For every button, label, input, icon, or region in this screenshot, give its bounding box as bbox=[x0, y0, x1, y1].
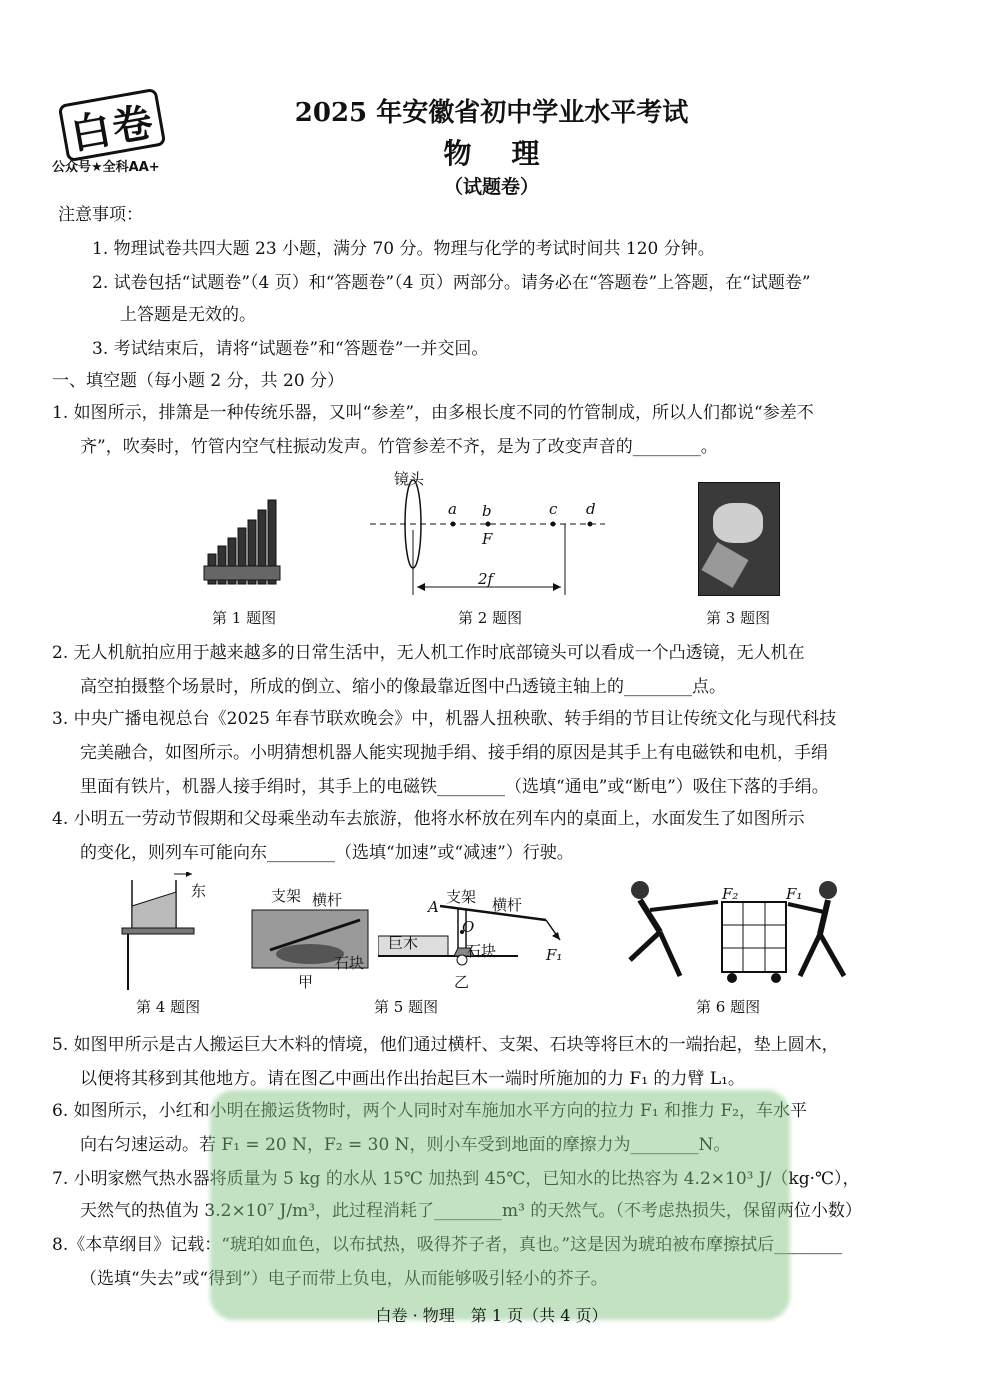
fig5b-yi-label: 乙 bbox=[454, 973, 470, 991]
figure-3-caption: 第 3 题图 bbox=[706, 609, 771, 627]
fig5b-bar-label: 横杆 bbox=[492, 896, 523, 914]
page-footer: 白卷 · 物理 第 1 页（共 4 页） bbox=[375, 1306, 608, 1325]
question-3-line-1: 3. 中央广播电视总台《2025 年春节联欢晚会》中，机器人扭秧歌、转手绢的节目让传统文化与现代科技 bbox=[52, 709, 837, 729]
notice-item-2: 2. 试卷包括“试题卷”（4 页）和“答题卷”（4 页）两部分。请务必在“答题卷”上答题，在“试题卷” bbox=[92, 273, 811, 293]
watermark-overlay bbox=[210, 1090, 790, 1320]
question-3-line-3: 里面有铁片，机器人接手绢时，其手上的电磁铁________（选填“通电”或“断电”）吸住下落的手绢。 bbox=[80, 777, 829, 797]
fig5a-jia-label: 甲 bbox=[298, 973, 314, 991]
question-5-line-2: 以便将其移到其他地方。请在图乙中画出作出抬起巨木一端时所施加的力 F₁ 的力臂 L₁。 bbox=[80, 1069, 745, 1089]
fig5a-support-label: 支架 bbox=[271, 887, 302, 905]
fig5b-support-label: 支架 bbox=[446, 888, 477, 906]
question-6-line-1: 6. 如图所示，小红和小明在搬运货物时，两个人同时对车施加水平方向的拉力 F₁ 和推力 F₂，车水平 bbox=[52, 1101, 808, 1121]
force-F2-label: F₂ bbox=[722, 885, 739, 903]
stone-label: 石块 bbox=[466, 942, 497, 960]
focus-label: F bbox=[482, 530, 493, 548]
pan-flute-figure bbox=[200, 490, 290, 600]
fig5a-stone-label: 石块 bbox=[334, 954, 365, 972]
notice-item-2-cont: 上答题是无效的。 bbox=[120, 305, 256, 325]
section-heading: 一、填空题（每小题 2 分，共 20 分） bbox=[52, 371, 345, 391]
figure-4-caption: 第 4 题图 bbox=[136, 998, 201, 1016]
point-O-label: O bbox=[462, 918, 475, 936]
badge-subtitle: 公众号★全科AA+ bbox=[52, 160, 160, 175]
figure-6-caption: 第 6 题图 bbox=[696, 998, 761, 1016]
notice-item-1: 1. 物理试卷共四大题 23 小题，满分 70 分。物理与化学的考试时间共 120 分钟。 bbox=[92, 239, 715, 259]
exam-title: 2025 年安徽省初中学业水平考试 bbox=[294, 98, 689, 128]
robot-photo bbox=[698, 482, 780, 596]
question-4-line-1: 4. 小明五一劳动节假期和父母乘坐动车去旅游，他将水杯放在列车内的桌面上，水面发生了如图所示 bbox=[52, 809, 805, 829]
force-F1-cart-label: F₁ bbox=[786, 885, 803, 903]
notice-heading: 注意事项： bbox=[58, 205, 143, 225]
figure-1-caption: 第 1 题图 bbox=[212, 609, 277, 627]
question-8-line-1: 8.《本草纲目》记载：“琥珀如血色，以布拭热，吸得芥子者，真也。”这是因为琥珀被布摩擦拭后________ bbox=[52, 1235, 843, 1255]
lens-label: 镜头 bbox=[394, 470, 425, 488]
question-8-line-2: （选填“失去”或“得到”）电子而带上负电，从而能够吸引轻小的芥子。 bbox=[80, 1269, 608, 1289]
point-c-label: c bbox=[549, 500, 558, 518]
figure-2-caption: 第 2 题图 bbox=[458, 609, 523, 627]
two-f-label: 2f bbox=[478, 570, 494, 588]
subject-title: 物理 bbox=[443, 137, 580, 170]
notice-item-3: 3. 考试结束后，请将“试题卷”和“答题卷”一并交回。 bbox=[92, 339, 489, 359]
question-1-line-2: 齐”，吹奏时，竹管内空气柱振动发声。竹管参差不齐，是为了改变声音的________。 bbox=[80, 437, 718, 457]
east-label: 东 bbox=[191, 882, 207, 900]
fig5a-bar-label: 横杆 bbox=[312, 891, 343, 909]
question-1-line-1: 1. 如图所示，排箫是一种传统乐器，又叫“参差”，由多根长度不同的竹管制成，所以人们都说“参差不 bbox=[52, 403, 814, 423]
force-F1-label: F₁ bbox=[546, 946, 563, 964]
question-7-line-2: 天然气的热值为 3.2×10⁷ J/m³，此过程消耗了________m³ 的天然气。（不考虑热损失，保留两位小数） bbox=[80, 1201, 862, 1221]
point-b-label: b bbox=[482, 502, 492, 520]
question-4-line-2: 的变化，则列车可能向东________（选填“加速”或“减速”）行驶。 bbox=[80, 843, 574, 863]
point-d-label: d bbox=[586, 500, 596, 518]
question-3-line-2: 完美融合，如图所示。小明猜想机器人能实现抛手绢、接手绢的原因是其手上有电磁铁和电机，手绢 bbox=[80, 743, 828, 763]
exam-badge: 白卷 bbox=[58, 88, 167, 162]
question-2-line-2: 高空拍摄整个场景时，所成的倒立、缩小的像最靠近图中凸透镜主轴上的________点。 bbox=[80, 677, 726, 697]
cup-on-table-figure bbox=[118, 872, 198, 992]
question-7-line-1: 7. 小明家燃气热水器将质量为 5 kg 的水从 15℃ 加热到 45℃，已知水的比热容为 4.2×10³ J/（kg·℃）， bbox=[52, 1169, 860, 1189]
point-A-label: A bbox=[428, 898, 439, 916]
log-label: 巨木 bbox=[388, 934, 419, 952]
point-a-label: a bbox=[448, 500, 457, 518]
question-5-line-1: 5. 如图甲所示是古人搬运巨大木料的情境，他们通过横杆、支架、石块等将巨木的一端抬起，垫上圆木， bbox=[52, 1035, 839, 1055]
question-2-line-1: 2. 无人机航拍应用于越来越多的日常生活中，无人机工作时底部镜头可以看成一个凸透镜，无人机在 bbox=[52, 643, 805, 663]
paper-type: （试题卷） bbox=[443, 176, 539, 198]
question-6-line-2: 向右匀速运动。若 F₁ = 20 N，F₂ = 30 N，则小车受到地面的摩擦力为________N。 bbox=[80, 1135, 731, 1155]
figure-5-caption: 第 5 题图 bbox=[374, 998, 439, 1016]
